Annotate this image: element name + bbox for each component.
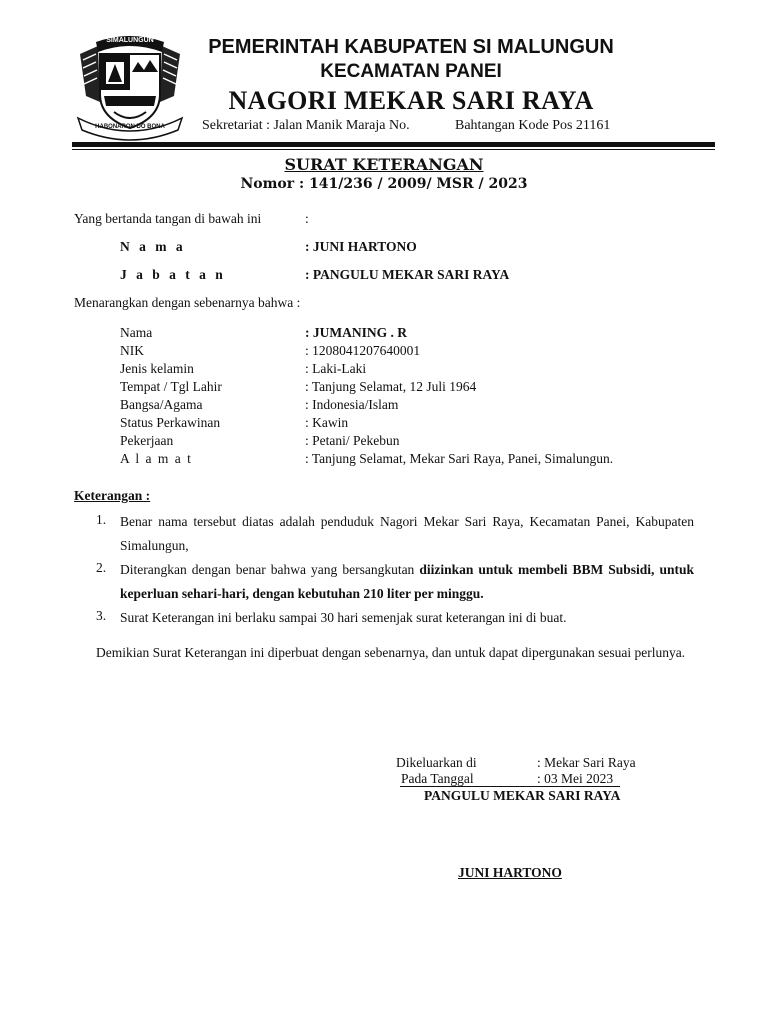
person-gender-value: : Laki-Laki — [305, 361, 367, 376]
person-birth-value: : Tanjung Selamat, 12 Juli 1964 — [305, 379, 477, 394]
document-title: SURAT KETERANGAN — [284, 155, 484, 174]
person-name-label: Nama — [120, 325, 153, 340]
signer-name-footer: JUNI HARTONO — [458, 865, 562, 880]
item-3-number: 3. — [96, 608, 107, 623]
item-2-number: 2. — [96, 560, 107, 575]
person-occupation-value: : Petani/ Pekebun — [305, 433, 400, 448]
signer-position-value: : PANGULU MEKAR SARI RAYA — [305, 267, 510, 282]
remarks-heading: Keterangan : — [74, 488, 151, 503]
header-postal-code: Bahtangan Kode Pos 21161 — [455, 118, 611, 133]
person-birth-label: Tempat / Tgl Lahir — [120, 379, 222, 394]
person-marital-label: Status Perkawinan — [120, 415, 221, 430]
item-2-text-bold: diizinkan untuk membeli BBM Subsidi, untuk keperluan sehari-hari, dengan kebutuhan 210 liter per minggu. — [120, 562, 694, 601]
person-nik-label: NIK — [120, 343, 144, 358]
header-divider-thick — [72, 142, 715, 147]
signer-name-label: N a m a — [120, 239, 186, 254]
item-2-text — [120, 558, 694, 606]
item-1-number: 1. — [96, 512, 107, 527]
regency-logo — [74, 32, 186, 142]
signer-position-label: J a b a t a n — [120, 267, 226, 282]
issued-date-label: Pada Tanggal — [401, 771, 474, 786]
document-number: Nomor : 141/236 / 2009/ MSR / 2023 — [240, 176, 528, 192]
header-village: NAGORI MEKAR SARI RAYA — [228, 86, 594, 115]
person-religion-value: : Indonesia/Islam — [305, 397, 399, 412]
intro-text: Yang bertanda tangan di bawah ini — [74, 211, 262, 226]
logo-bottom-text: HABONARON DO BONA — [95, 124, 165, 130]
person-occupation-label: Pekerjaan — [120, 433, 174, 448]
person-marital-value: : Kawin — [305, 415, 349, 430]
person-religion-label: Bangsa/Agama — [120, 397, 203, 412]
item-3-text: Surat Keterangan ini berlaku sampai 30 hari semenjak surat keterangan ini di buat. — [120, 610, 567, 625]
signer-position-footer: PANGULU MEKAR SARI RAYA — [424, 788, 621, 803]
header-district: KECAMATAN PANEI — [320, 61, 502, 82]
statement-text: Menarangkan dengan sebenarnya bahwa : — [74, 295, 301, 310]
signer-name-value: : JUNI HARTONO — [305, 239, 417, 254]
item-1-text: Benar nama tersebut diatas adalah penduduk Nagori Mekar Sari Raya, Kecamatan Panei, Kabupaten Simalungun, — [120, 514, 694, 553]
intro-colon: : — [305, 211, 309, 226]
header-address: Sekretariat : Jalan Manik Maraja No. — [202, 118, 410, 133]
person-address-value: : Tanjung Selamat, Mekar Sari Raya, Panei, Simalungun. — [305, 451, 614, 466]
closing-paragraph: Demikian Surat Keterangan ini diperbuat dengan sebenarnya, dan untuk dapat dipergunakan sesuai perlunya. — [96, 645, 686, 660]
header-government: PEMERINTAH KABUPATEN SI MALUNGUN — [208, 36, 614, 58]
issued-place-value: : Mekar Sari Raya — [537, 755, 636, 770]
person-nik-value: : 1208041207640001 — [305, 343, 421, 358]
person-gender-label: Jenis kelamin — [120, 361, 194, 376]
issued-date-value: : 03 Mei 2023 — [537, 771, 614, 786]
person-name-value: : JUMANING . R — [305, 325, 407, 340]
header-divider-thin — [72, 149, 715, 150]
issued-place-label: Dikeluarkan di — [396, 755, 477, 770]
logo-top-text: SIMALUNGUN — [106, 37, 154, 44]
item-2-text-plain: Diterangkan dengan benar bahwa yang bersangkutan — [120, 562, 420, 577]
person-address-label: A l a m a t — [120, 451, 193, 466]
